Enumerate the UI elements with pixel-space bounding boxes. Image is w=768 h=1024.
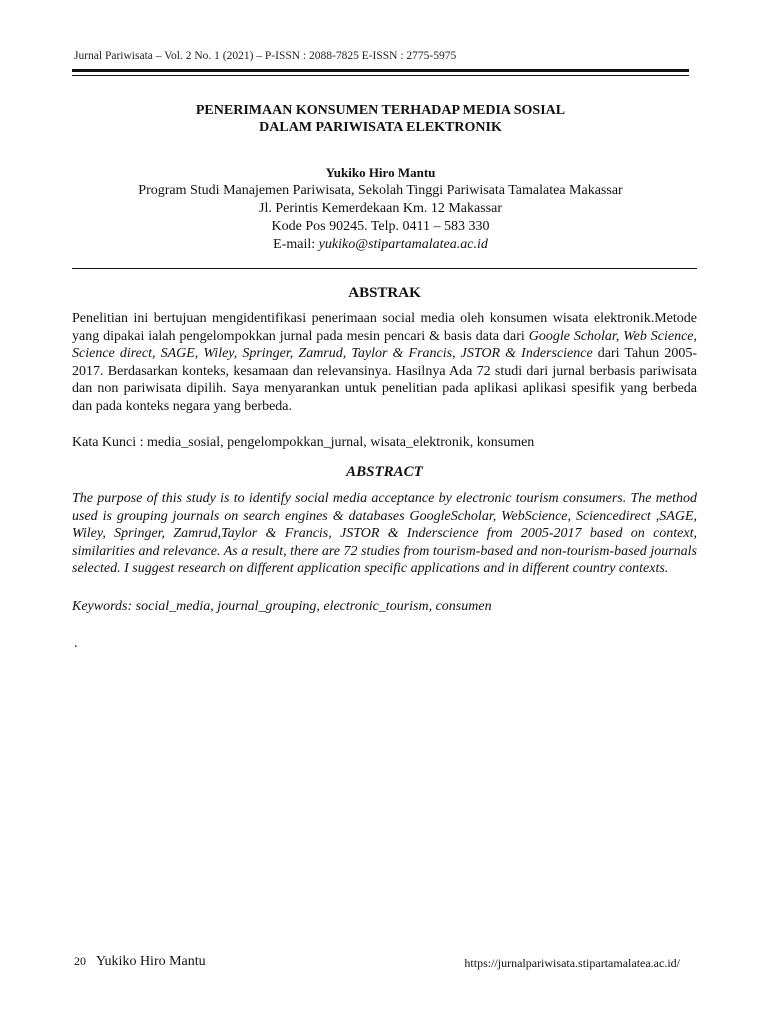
abstract-heading: ABSTRACT	[346, 464, 423, 480]
section-divider	[72, 268, 697, 269]
keywords-values: social_media, journal_grouping, electronic_tourism, consumen	[132, 599, 492, 614]
kata-kunci	[72, 434, 697, 452]
footer-author: Yukiko Hiro Mantu	[96, 954, 206, 969]
author-block	[72, 164, 689, 254]
kata-kunci-label: Kata Kunci	[72, 435, 137, 450]
author-address: Jl. Perintis Kemerdekaan Km. 12 Makassar	[259, 201, 502, 216]
author-postal: Kode Pos 90245. Telp. 0411 – 583 330	[271, 219, 490, 234]
abstrak-heading: ABSTRAK	[348, 285, 421, 301]
keywords-label: Keywords:	[72, 599, 133, 614]
paper-title	[72, 102, 689, 136]
title-line-2: DALAM PARIWISATA ELEKTRONIK	[259, 120, 502, 135]
kata-kunci-values: : media_sosial, pengelompokkan_jurnal, wisata_elektronik, konsumen	[136, 435, 535, 450]
author-email[interactable]: yukiko@stipartamalatea.ac.id	[318, 237, 488, 252]
journal-header: Jurnal Pariwisata – Vol. 2 No. 1 (2021) – P-ISSN : 2088-7825 E-ISSN : 2775-5975	[74, 50, 457, 62]
abstrak-text-b: dari Tahun 2005-2017. Berdasarkan konteks, kesamaan dan relevansinya. Hasilnya Ada 72 studi dari jurnal berbasis pariwisata dan non pariwisata dipilih. Saya menyarankan untuk penelitian pada aplikasi aplikasi spesifik yang berbeda dan pada konteks negara yang berbeda.	[72, 346, 697, 414]
abstrak-databases: Google Scholar, Web Science, Science direct, SAGE, Wiley, Springer, Zamrud, Taylor & Francis, JSTOR & Inderscience	[72, 328, 697, 361]
author-name: Yukiko Hiro Mantu	[325, 165, 436, 180]
keywords	[72, 598, 697, 616]
title-line-1: PENERIMAAN KONSUMEN TERHADAP MEDIA SOSIAL	[195, 103, 566, 118]
stray-period: .	[74, 636, 78, 651]
email-label: E-mail:	[273, 237, 319, 252]
header-rule-thin	[72, 75, 689, 76]
author-affiliation: Program Studi Manajemen Pariwisata, Sekolah Tinggi Pariwisata Tamalatea Makassar	[138, 183, 623, 198]
header-rule-thick	[72, 69, 689, 72]
footer-url[interactable]: https://jurnalpariwisata.stipartamalatea.ac.id/	[464, 956, 680, 970]
abstract-body: The purpose of this study is to identify social media acceptance by electronic tourism consumers. The method used is grouping journals on search engines & databases GoogleScholar, WebScience, Sciencedirect ,SAGE, Wiley, Springer, Zamrud,Taylor & Francis, JSTOR & Inderscience from 2005-2017 based on context, similarities and relevance. As a result, there are 72 studies from tourism-based and non-tourism-based journals selected. I suggest research on different application specific applications and in different country contexts.	[72, 491, 697, 576]
page-number: 20	[74, 954, 86, 968]
abstrak-body	[72, 310, 697, 415]
author-email-line	[72, 236, 689, 254]
abstrak-text-a: Penelitian ini bertujuan mengidentifikasi penerimaan social media oleh konsumen wisata elektronik.Metode yang dipakai ialah pengelompokkan jurnal pada mesin pencari & basis data dari	[72, 311, 697, 344]
